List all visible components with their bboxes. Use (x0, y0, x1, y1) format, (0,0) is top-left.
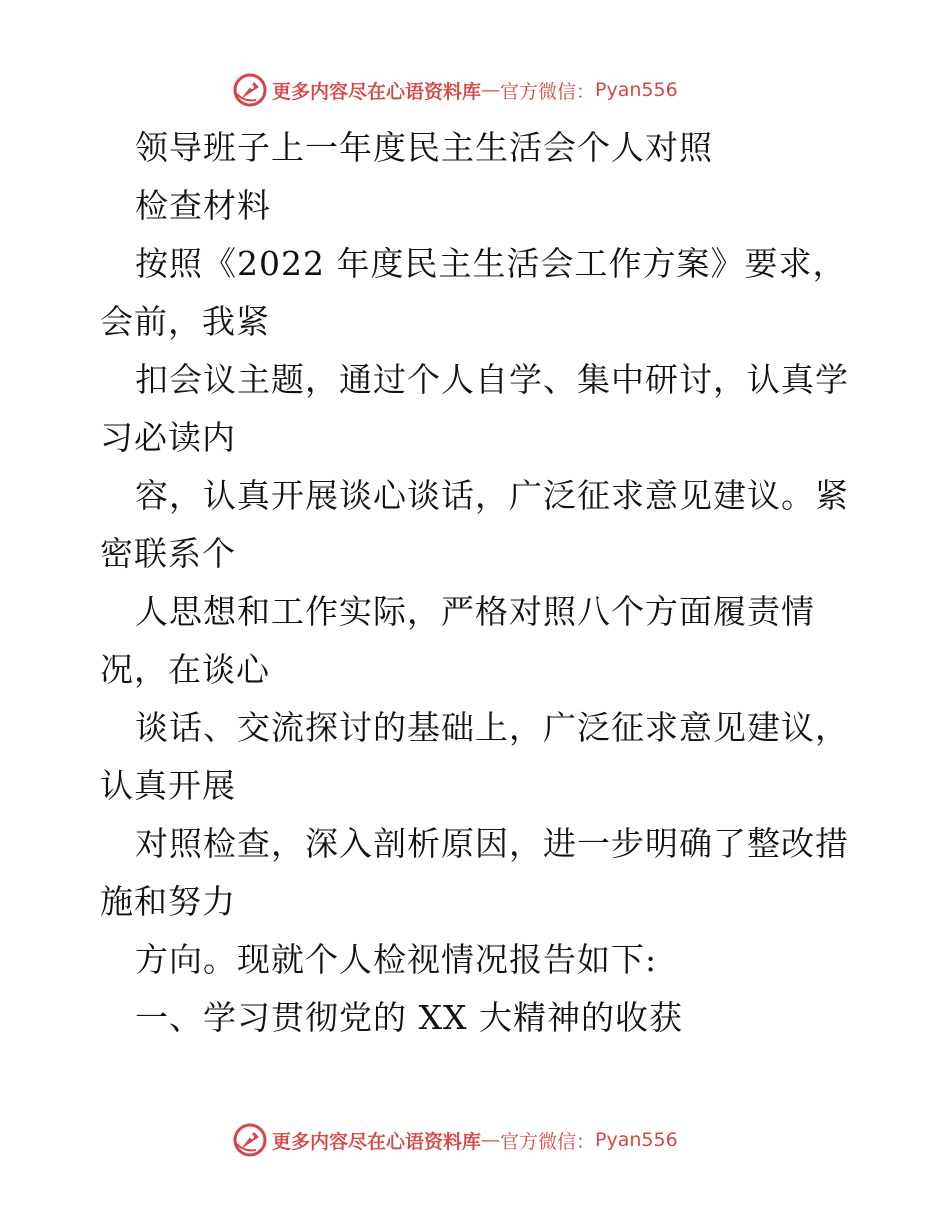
banner-wechat-id: Pyan556 (595, 1129, 678, 1151)
document-title-line-2: 检查材料 (135, 186, 271, 225)
banner-text: 更多内容尽在心语资料库 (272, 1130, 482, 1153)
paragraph-line: 容，认真开展谈心谈话，广泛征求意见建议。紧 (135, 476, 849, 515)
paragraph-line: 施和努力 (100, 882, 236, 921)
paragraph-line: 谈话、交流探讨的基础上，广泛征求意见建议， (135, 708, 849, 747)
banner-wechat-label: 官方微信： (500, 1130, 596, 1153)
banner-wechat-label: 官方微信： (500, 80, 596, 103)
paragraph-line: 人思想和工作实际，严格对照八个方面履责情 (135, 592, 815, 631)
paragraph-line: 密联系个 (100, 534, 236, 573)
banner-text: 更多内容尽在心语资料库 (272, 80, 482, 103)
document-title-line-1: 领导班子上一年度民主生活会个人对照 (135, 128, 713, 167)
paragraph-line: 扣会议主题，通过个人自学、集中研讨，认真学 (135, 360, 849, 399)
pen-nib-logo-icon (232, 1122, 268, 1158)
paragraph-line: 认真开展 (100, 766, 236, 805)
paragraph-line: 况，在谈心 (100, 650, 270, 689)
banner-dash: — (481, 79, 501, 101)
banner-dash: — (481, 1129, 501, 1151)
header-banner (232, 72, 678, 108)
paragraph-line: 习必读内 (100, 418, 236, 457)
banner-wechat-id: Pyan556 (595, 79, 678, 101)
paragraph-line: 对照检查，深入剖析原因，进一步明确了整改措 (135, 824, 849, 863)
paragraph-line: 方向。现就个人检视情况报告如下: (135, 940, 658, 979)
footer-banner (232, 1122, 678, 1158)
section-heading: 一、学习贯彻党的 XX 大精神的收获 (135, 998, 683, 1037)
pen-nib-logo-icon (232, 72, 268, 108)
paragraph-line: 会前，我紧 (100, 302, 270, 341)
paragraph-line: 按照《2022 年度民主生活会工作方案》要求， (135, 244, 847, 283)
